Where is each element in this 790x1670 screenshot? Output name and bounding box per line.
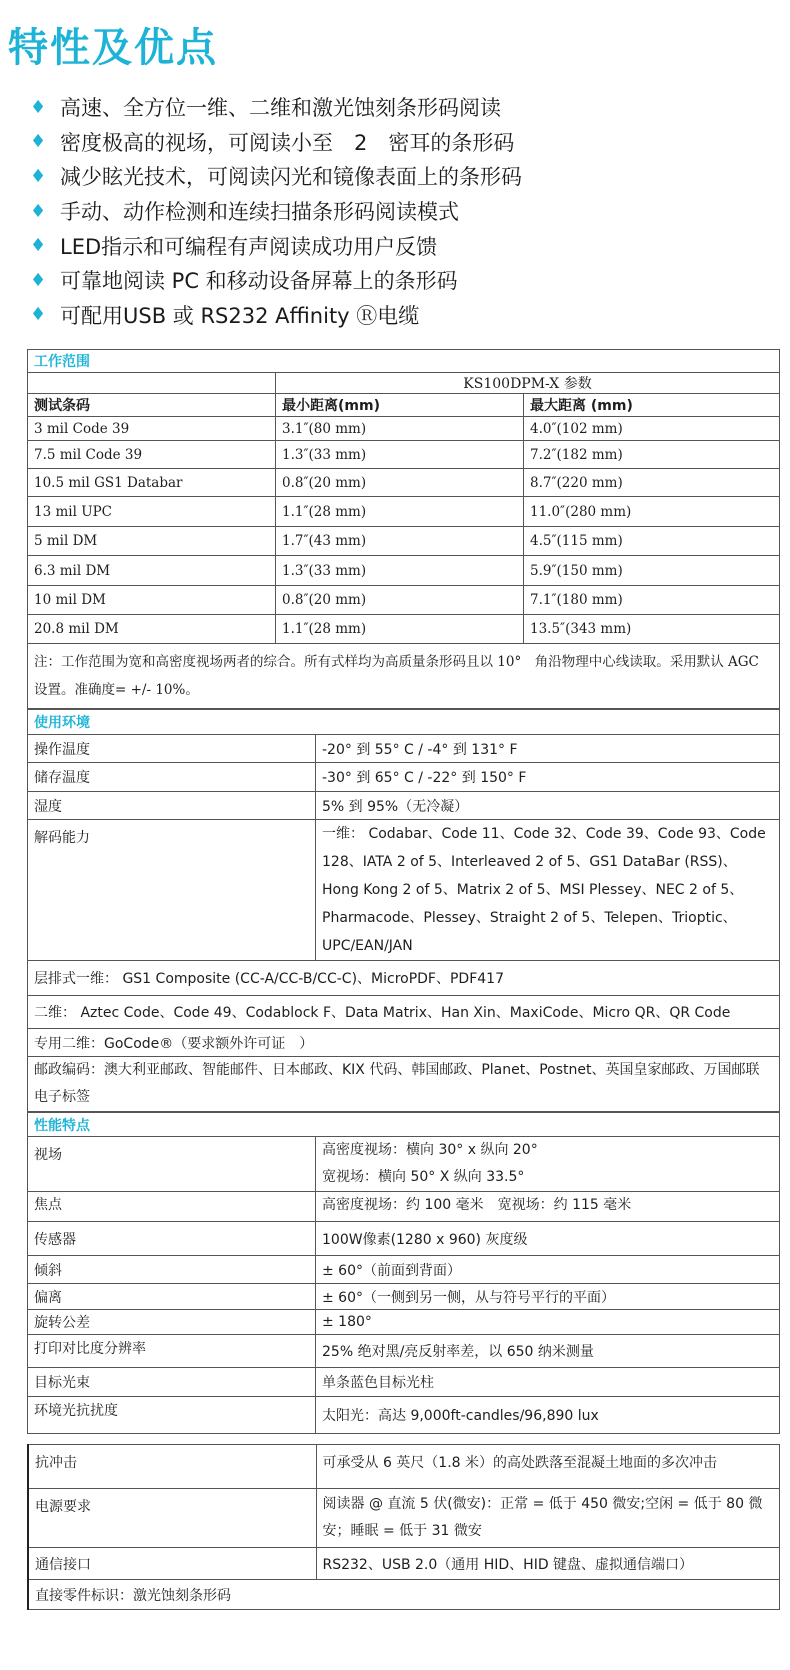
cell-max: 7.2″(182 mm) xyxy=(524,441,780,469)
humidity-label: 湿度 xyxy=(28,792,316,820)
feature-text: 减少眩光技术，可阅读闪光和镜像表面上的条形码 xyxy=(60,165,522,190)
op-temp-value: -20° 到 55° C / -4° 到 131° F xyxy=(316,735,780,763)
storage-temp-label: 储存温度 xyxy=(28,763,316,792)
table-row xyxy=(28,586,780,615)
feature-item xyxy=(30,228,522,263)
cell-min: 1.1″(28 mm) xyxy=(276,497,524,527)
interface-label: 通信接口 xyxy=(28,1548,316,1580)
section-title-working-range: 工作范围 xyxy=(28,350,780,373)
cell-max: 5.9″(150 mm) xyxy=(524,556,780,586)
op-temp-label: 操作温度 xyxy=(28,735,316,763)
table-row xyxy=(28,497,780,527)
performance-table xyxy=(27,1112,780,1434)
diamond-bullet-icon: ♦ xyxy=(30,96,47,118)
pitch-value: ± 60°（前面到背面） xyxy=(316,1256,780,1284)
cell-min: 1.1″(28 mm) xyxy=(276,615,524,644)
col-header-min: 最小距离(mm) xyxy=(276,394,524,417)
skew-label: 偏离 xyxy=(28,1284,316,1310)
power-value: 阅读器 @ 直流 5 伏(微安)：正常 = 低于 450 微安;空闲 = 低于 80 微安；睡眠 = 低于 31 微安 xyxy=(316,1489,780,1548)
cell-max: 4.0″(102 mm) xyxy=(524,417,780,441)
cell-min: 0.8″(20 mm) xyxy=(276,469,524,497)
sensor-value: 100W像素(1280 x 960) 灰度级 xyxy=(316,1222,780,1256)
storage-temp-value: -30° 到 65° C / -22° 到 150° F xyxy=(316,763,780,792)
ambient-label: 环境光抗扰度 xyxy=(28,1397,316,1434)
shock-label: 抗冲击 xyxy=(28,1445,316,1489)
table-row xyxy=(28,469,780,497)
working-range-note: 注：工作范围为宽和高密度视场两者的综合。所有式样均为高质量条形码且以 10° 角沿物理中心线读取。采用默认 AGC 设置。准确度= +/- 10%。 xyxy=(28,644,780,709)
cell-barcode: 13 mil UPC xyxy=(28,497,276,527)
cell-min: 1.3″(33 mm) xyxy=(276,556,524,586)
feature-item xyxy=(30,263,522,298)
stacked-1d-text: 层排式一维： GS1 Composite (CC-A/CC-B/CC-C)、MicroPDF、PDF417 xyxy=(28,961,780,996)
feature-text: 密度极高的视场，可阅读小至 2 密耳的条形码 xyxy=(60,130,515,155)
diamond-bullet-icon: ♦ xyxy=(30,269,47,291)
feature-item xyxy=(30,194,522,229)
feature-list xyxy=(30,90,522,332)
diamond-bullet-icon: ♦ xyxy=(30,235,47,257)
dpm-text: 直接零件标识：激光蚀刻条形码 xyxy=(28,1580,780,1610)
feature-text: 可靠地阅读 PC 和移动设备屏幕上的条形码 xyxy=(60,269,458,294)
feature-item xyxy=(30,159,522,194)
feature-text: 高速、全方位一维、二维和激光蚀刻条形码阅读 xyxy=(60,96,501,121)
decode-value: 一维： Codabar、Code 11、Code 32、Code 39、Code 93、Code 128、IATA 2 of 5、Interleaved 2 of 5、GS1 DataBar (RSS)、Hong Kong 2 of 5、Matrix 2 of 5、MSI Plessey、NEC 2 of 5、Pharmacode、Plessey、Straight 2 of 5、Telepen、Trioptic、UPC/EAN/JAN xyxy=(316,820,780,961)
feature-text: LED指示和可编程有声阅读成功用户反馈 xyxy=(60,234,438,259)
sensor-label: 传感器 xyxy=(28,1222,316,1256)
other-specs-table xyxy=(27,1444,780,1610)
fov-line-1: 高密度视场：横向 30° x 纵向 20° xyxy=(322,1142,538,1158)
param-header: KS100DPM-X 参数 xyxy=(276,373,780,394)
focus-label: 焦点 xyxy=(28,1192,316,1222)
skew-value: ± 60°（一侧到另一侧，从与符号平行的平面） xyxy=(316,1284,780,1310)
cell-barcode: 5 mil DM xyxy=(28,527,276,556)
fov-value xyxy=(316,1137,780,1192)
cell-min: 1.7″(43 mm) xyxy=(276,527,524,556)
cell-barcode: 20.8 mil DM xyxy=(28,615,276,644)
rotation-value: ± 180° xyxy=(316,1310,780,1335)
table-row xyxy=(28,417,780,441)
col-header-barcode: 测试条码 xyxy=(28,394,276,417)
feature-item xyxy=(30,90,522,125)
feature-text: 可配用USB 或 RS232 Affinity Ⓡ电缆 xyxy=(60,303,420,328)
contrast-label: 打印对比度分辨率 xyxy=(28,1335,316,1368)
cell-min: 1.3″(33 mm) xyxy=(276,441,524,469)
decode-label: 解码能力 xyxy=(28,820,316,961)
table-row xyxy=(28,441,780,469)
diamond-bullet-icon: ♦ xyxy=(30,304,47,326)
rotation-label: 旋转公差 xyxy=(28,1310,316,1335)
cell-barcode: 6.3 mil DM xyxy=(28,556,276,586)
fov-line-2: 宽视场：横向 50° X 纵向 33.5° xyxy=(322,1169,525,1185)
cell-barcode: 10 mil DM xyxy=(28,586,276,615)
spec-sheet xyxy=(27,349,780,1610)
fov-label: 视场 xyxy=(28,1137,316,1192)
aimer-label: 目标光束 xyxy=(28,1368,316,1397)
table-row xyxy=(28,527,780,556)
col-header-max: 最大距离 (mm) xyxy=(524,394,780,417)
feature-item xyxy=(30,298,522,333)
feature-text: 手动、动作检测和连续扫描条形码阅读模式 xyxy=(60,200,459,225)
page-title: 特性及优点 xyxy=(8,25,218,71)
section-title-environment: 使用环境 xyxy=(28,710,780,735)
cell-max: 4.5″(115 mm) xyxy=(524,527,780,556)
cell-min: 3.1″(80 mm) xyxy=(276,417,524,441)
shock-value: 可承受从 6 英尺（1.8 米）的高处跌落至混凝土地面的多次冲击 xyxy=(316,1445,780,1489)
cell-max: 13.5″(343 mm) xyxy=(524,615,780,644)
cell-max: 11.0″(280 mm) xyxy=(524,497,780,527)
cell-barcode: 10.5 mil GS1 Databar xyxy=(28,469,276,497)
table-row xyxy=(28,556,780,586)
table-row xyxy=(28,615,780,644)
feature-item xyxy=(30,125,522,160)
power-label: 电源要求 xyxy=(28,1489,316,1548)
ambient-value: 太阳光：高达 9,000ft-candles/96,890 lux xyxy=(316,1397,780,1434)
diamond-bullet-icon: ♦ xyxy=(30,165,47,187)
section-title-performance: 性能特点 xyxy=(28,1113,780,1137)
humidity-value: 5% 到 95%（无冷凝） xyxy=(316,792,780,820)
cell-max: 8.7″(220 mm) xyxy=(524,469,780,497)
postal-codes-text: 邮政编码：澳大利亚邮政、智能邮件、日本邮政、KIX 代码、韩国邮政、Planet、Postnet、英国皇家邮政、万国邮联电子标签 xyxy=(28,1057,780,1112)
2d-codes-text: 二维： Aztec Code、Code 49、Codablock F、Data Matrix、Han Xin、MaxiCode、Micro QR、QR Code xyxy=(28,996,780,1029)
cell-min: 0.8″(20 mm) xyxy=(276,586,524,615)
aimer-value: 单条蓝色目标光柱 xyxy=(316,1368,780,1397)
cell-max: 7.1″(180 mm) xyxy=(524,586,780,615)
diamond-bullet-icon: ♦ xyxy=(30,200,47,222)
working-range-table xyxy=(27,349,780,709)
special-2d-text: 专用二维：GoCode®（要求额外许可证 ） xyxy=(28,1029,780,1057)
cell-barcode: 7.5 mil Code 39 xyxy=(28,441,276,469)
interface-value: RS232、USB 2.0（通用 HID、HID 键盘、虚拟通信端口） xyxy=(316,1548,780,1580)
cell-barcode: 3 mil Code 39 xyxy=(28,417,276,441)
diamond-bullet-icon: ♦ xyxy=(30,131,47,153)
pitch-label: 倾斜 xyxy=(28,1256,316,1284)
contrast-value: 25% 绝对黑/亮反射率差，以 650 纳米测量 xyxy=(316,1335,780,1368)
focus-value: 高密度视场：约 100 毫米 宽视场：约 115 毫米 xyxy=(316,1192,780,1222)
environment-table xyxy=(27,709,780,1112)
